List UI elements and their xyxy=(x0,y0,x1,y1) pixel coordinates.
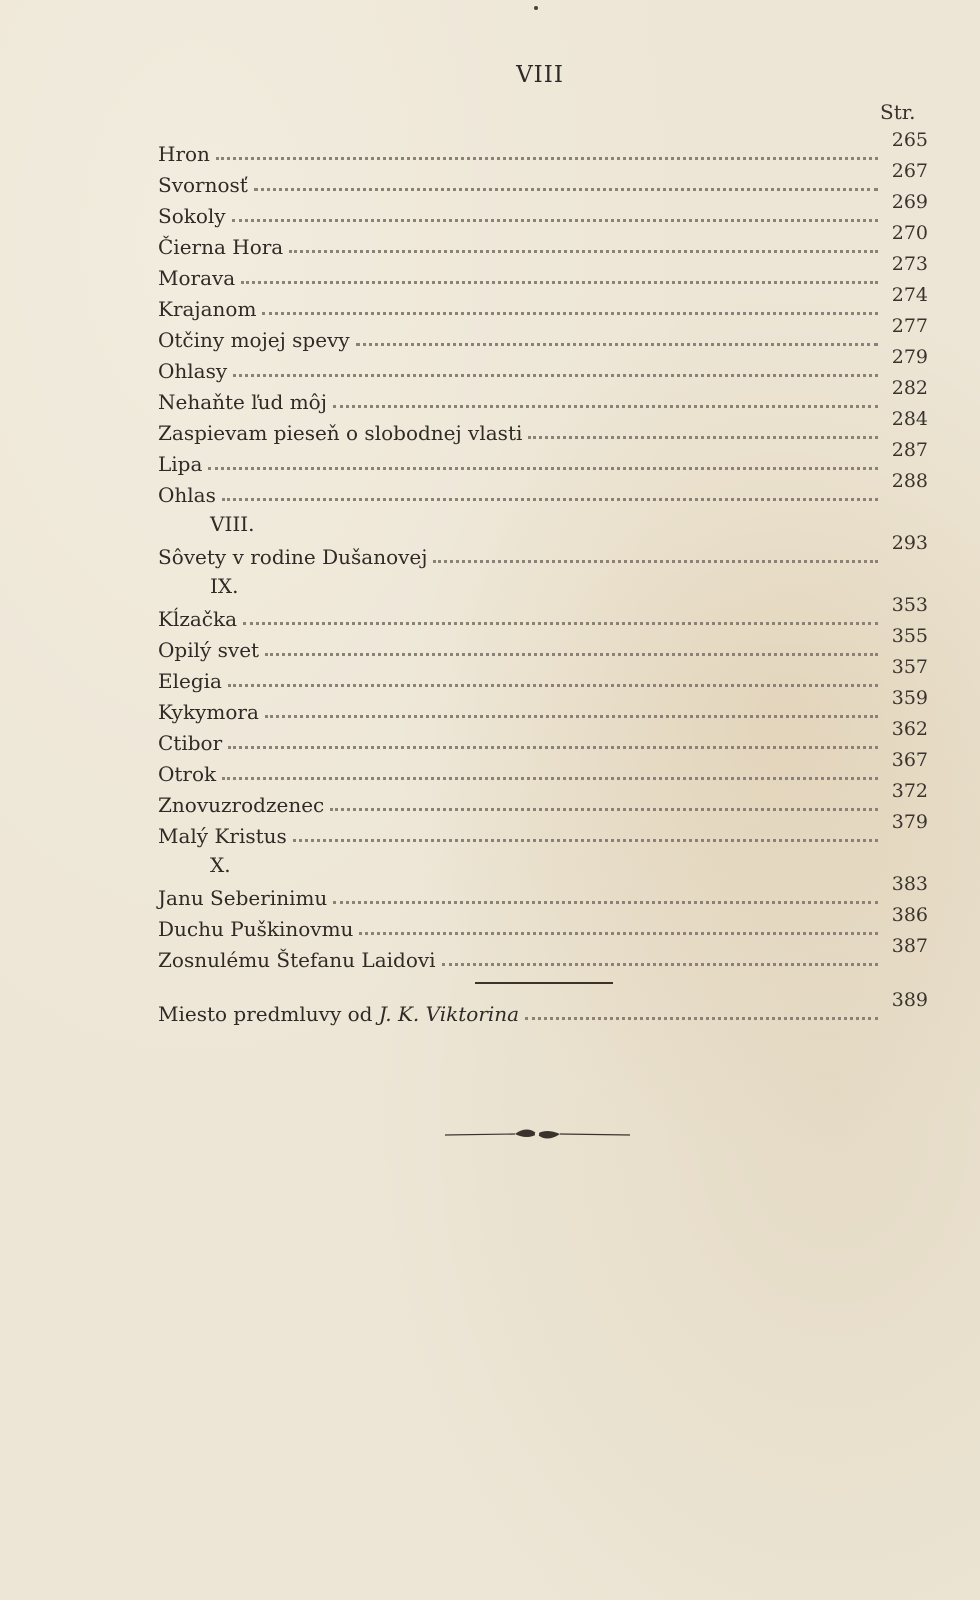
leader-dots xyxy=(289,250,878,253)
leader-dots xyxy=(233,374,878,377)
leader-dots xyxy=(442,963,878,966)
toc-entry-page: 284 xyxy=(891,408,928,430)
toc-entry xyxy=(158,377,928,414)
leader-dots xyxy=(243,622,878,625)
toc-section-heading: IX. xyxy=(210,574,239,598)
toc-entry-page: 269 xyxy=(891,191,928,213)
leader-dots xyxy=(293,839,878,842)
leader-dots xyxy=(228,746,878,749)
page-speck xyxy=(534,6,538,10)
toc-entry xyxy=(158,191,928,228)
toc-entry-title: Znovuzrodzenec xyxy=(158,793,325,817)
leader-dots xyxy=(208,467,878,470)
toc-entry xyxy=(158,315,928,352)
leader-dots xyxy=(241,281,878,284)
toc-entry-title: Duchu Puškinovmu xyxy=(158,917,354,941)
toc-entry xyxy=(158,718,928,755)
toc-entry-page: 359 xyxy=(891,687,928,709)
leader-dots xyxy=(525,1017,878,1020)
toc-entry xyxy=(158,780,928,817)
toc-entry xyxy=(158,470,928,507)
toc-entry-page: 273 xyxy=(891,253,928,275)
toc-entry-title: Svornosť xyxy=(158,173,248,197)
toc-entry-page: 362 xyxy=(891,718,928,740)
toc-entry-page: 387 xyxy=(891,935,928,957)
toc-entry-title: Otrok xyxy=(158,762,217,786)
toc-entry xyxy=(158,749,928,786)
toc-entry-title xyxy=(158,1002,525,1026)
toc-entry-title: Ohlas xyxy=(158,483,216,507)
toc-entry-page: 293 xyxy=(891,532,928,554)
separator-rule xyxy=(475,982,613,984)
toc-entry xyxy=(158,935,928,972)
toc-entry xyxy=(158,594,928,631)
toc-entry-page: 379 xyxy=(891,811,928,833)
toc-entry-title: Ctibor xyxy=(158,731,223,755)
toc-entry-page: 386 xyxy=(891,904,928,926)
toc-entry-title: Kykymora xyxy=(158,700,259,724)
leader-dots xyxy=(356,343,878,346)
page-number: VIII xyxy=(516,62,564,88)
toc-entry-page: 282 xyxy=(891,377,928,399)
leader-dots xyxy=(232,219,878,222)
toc-entry-title: Malý Kristus xyxy=(158,824,287,848)
leader-dots xyxy=(333,405,878,408)
toc-entry-title: Zosnulému Štefanu Laidovi xyxy=(158,948,436,972)
toc-entry xyxy=(158,656,928,693)
toc-entry xyxy=(158,284,928,321)
end-ornament-icon xyxy=(445,1124,630,1144)
final-entry-prefix: Miesto predmluvy od xyxy=(158,1002,379,1026)
leader-dots xyxy=(528,436,878,439)
leader-dots xyxy=(222,777,878,780)
toc-entry-page: 355 xyxy=(891,625,928,647)
toc-entry xyxy=(158,346,928,383)
toc-entry-title: Sokoly xyxy=(158,204,226,228)
toc-entry-page: 279 xyxy=(891,346,928,368)
toc-entry-title: Elegia xyxy=(158,669,222,693)
toc-entry-title: Morava xyxy=(158,266,236,290)
toc-entry-title: Otčiny mojej spevy xyxy=(158,328,350,352)
toc-entry-page: 367 xyxy=(891,749,928,771)
toc-entry xyxy=(158,811,928,848)
toc-entry-title: Nehaňte ľud môj xyxy=(158,390,327,414)
toc-entry-page: 287 xyxy=(891,439,928,461)
toc-entry-title: Opilý svet xyxy=(158,638,260,662)
toc-entry-title: Ohlasy xyxy=(158,359,228,383)
leader-dots xyxy=(254,188,878,191)
toc-section-heading: X. xyxy=(210,853,231,877)
toc-entry-title: Hron xyxy=(158,142,210,166)
toc-entry-title: Zaspievam pieseň o slobodnej vlasti xyxy=(158,421,523,445)
toc-entry xyxy=(158,160,928,197)
toc-entry-title: Čierna Hora xyxy=(158,235,284,259)
leader-dots xyxy=(330,808,878,811)
leader-dots xyxy=(359,932,878,935)
toc-entry-final xyxy=(158,989,928,1026)
toc-entry-title: Lipa xyxy=(158,452,203,476)
toc-entry-page: 288 xyxy=(891,470,928,492)
toc-entry-page: 267 xyxy=(891,160,928,182)
toc-entry xyxy=(158,129,928,166)
toc-entry xyxy=(158,904,928,941)
toc-entry xyxy=(158,408,928,445)
leader-dots xyxy=(265,715,878,718)
toc-entry-page: 277 xyxy=(891,315,928,337)
toc-section-heading: VIII. xyxy=(210,512,255,536)
toc-entry-title: Krajanom xyxy=(158,297,257,321)
leader-dots xyxy=(433,560,878,563)
page-column-label: Str. xyxy=(880,100,916,124)
toc-entry xyxy=(158,687,928,724)
toc-entry-page: 353 xyxy=(891,594,928,616)
toc-entry xyxy=(158,873,928,910)
leader-dots xyxy=(216,157,878,160)
toc-entry xyxy=(158,532,928,569)
toc-entry-page: 270 xyxy=(891,222,928,244)
leader-dots xyxy=(265,653,878,656)
toc-entry-page: 389 xyxy=(891,989,928,1011)
toc-entry-page: 383 xyxy=(891,873,928,895)
toc-entry-page: 372 xyxy=(891,780,928,802)
leader-dots xyxy=(333,901,878,904)
toc-entry-page: 274 xyxy=(891,284,928,306)
leader-dots xyxy=(228,684,878,687)
toc-entry-title: Sôvety v rodine Dušanovej xyxy=(158,545,428,569)
toc-entry xyxy=(158,253,928,290)
toc-entry xyxy=(158,222,928,259)
toc-entry-title: Janu Seberinimu xyxy=(158,886,328,910)
leader-dots xyxy=(222,498,878,501)
toc-entry-title: Kĺzačka xyxy=(158,607,238,631)
toc-entry xyxy=(158,625,928,662)
toc-entry xyxy=(158,439,928,476)
leader-dots xyxy=(262,312,878,315)
final-entry-author: J. K. Viktorina xyxy=(378,1002,520,1026)
toc-entry-page: 265 xyxy=(891,129,928,151)
toc-entry-page: 357 xyxy=(891,656,928,678)
